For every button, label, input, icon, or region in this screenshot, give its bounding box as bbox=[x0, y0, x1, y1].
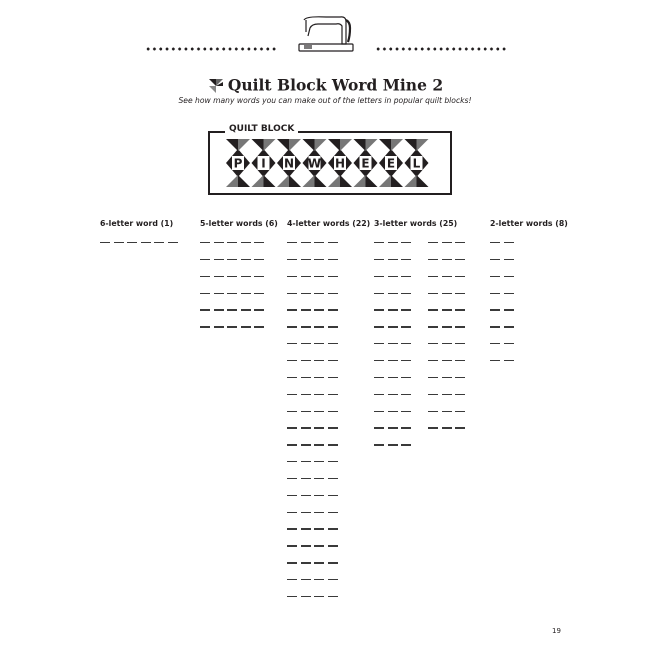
word-blank[interactable] bbox=[374, 356, 411, 368]
column-heading: 3-letter words (25) bbox=[374, 219, 458, 228]
word-blank[interactable] bbox=[490, 255, 514, 267]
word-blank[interactable] bbox=[287, 407, 338, 419]
triangle bbox=[328, 175, 340, 187]
quilt-star-icon bbox=[207, 77, 225, 93]
triangle bbox=[315, 175, 327, 187]
word-blank[interactable] bbox=[287, 356, 338, 368]
word-blank[interactable] bbox=[428, 322, 465, 334]
word-blank[interactable] bbox=[287, 289, 338, 301]
word-blank[interactable] bbox=[374, 238, 411, 250]
quilt-letter: I bbox=[261, 156, 266, 171]
quilt-letter: N bbox=[283, 156, 295, 171]
word-blank[interactable] bbox=[287, 491, 338, 503]
triangle bbox=[405, 175, 417, 187]
word-blank[interactable] bbox=[287, 440, 338, 452]
word-blank[interactable] bbox=[374, 373, 411, 385]
triangle bbox=[238, 175, 250, 187]
word-blank[interactable] bbox=[428, 373, 465, 385]
triangle bbox=[252, 175, 264, 187]
word-blank[interactable] bbox=[200, 272, 264, 284]
triangle bbox=[277, 175, 289, 187]
word-blank[interactable] bbox=[287, 390, 338, 402]
triangle bbox=[354, 175, 366, 187]
quilt-letter: E bbox=[361, 156, 370, 171]
word-blank[interactable] bbox=[200, 238, 264, 250]
page-title: Quilt Block Word Mine 2 bbox=[0, 74, 650, 95]
word-blank[interactable] bbox=[287, 575, 338, 587]
triangle bbox=[417, 175, 429, 187]
triangle bbox=[303, 139, 315, 151]
column-heading: 2-letter words (8) bbox=[490, 219, 568, 228]
word-blank[interactable] bbox=[287, 373, 338, 385]
triangle bbox=[340, 139, 352, 151]
word-blank[interactable] bbox=[287, 457, 338, 469]
column-heading: 5-letter words (6) bbox=[200, 219, 278, 228]
triangle bbox=[226, 139, 238, 151]
sewing-machine-icon bbox=[296, 14, 356, 54]
word-blank[interactable] bbox=[428, 339, 465, 351]
word-blank[interactable] bbox=[200, 289, 264, 301]
word-blank[interactable] bbox=[287, 238, 338, 250]
word-blank[interactable] bbox=[374, 390, 411, 402]
word-blank[interactable] bbox=[490, 356, 514, 368]
triangle bbox=[391, 139, 403, 151]
dotted-divider-left bbox=[145, 46, 277, 52]
word-blank[interactable] bbox=[287, 322, 338, 334]
triangle bbox=[289, 139, 301, 151]
triangle bbox=[238, 139, 250, 151]
word-blank[interactable] bbox=[374, 255, 411, 267]
word-blank[interactable] bbox=[490, 339, 514, 351]
triangle bbox=[340, 175, 352, 187]
word-blank[interactable] bbox=[428, 305, 465, 317]
quilt-letter: W bbox=[307, 156, 322, 171]
word-blank[interactable] bbox=[287, 592, 338, 604]
column-heading: 4-letter words (22) bbox=[287, 219, 371, 228]
triangle bbox=[391, 175, 403, 187]
word-blank[interactable] bbox=[490, 322, 514, 334]
word-blank[interactable] bbox=[200, 255, 264, 267]
triangle bbox=[264, 175, 276, 187]
triangle bbox=[366, 175, 378, 187]
triangle bbox=[289, 175, 301, 187]
triangle bbox=[417, 139, 429, 151]
word-blank[interactable] bbox=[374, 272, 411, 284]
word-blank[interactable] bbox=[490, 289, 514, 301]
triangle bbox=[379, 139, 391, 151]
word-blank[interactable] bbox=[428, 423, 465, 435]
word-blank[interactable] bbox=[490, 238, 514, 250]
triangle bbox=[315, 139, 327, 151]
word-blank[interactable] bbox=[200, 305, 264, 317]
word-blank[interactable] bbox=[428, 272, 465, 284]
word-blank[interactable] bbox=[428, 356, 465, 368]
word-blank[interactable] bbox=[287, 524, 338, 536]
triangle bbox=[354, 139, 366, 151]
word-blank[interactable] bbox=[100, 238, 178, 250]
word-blank[interactable] bbox=[287, 558, 338, 570]
word-blank[interactable] bbox=[200, 322, 264, 334]
word-blank[interactable] bbox=[287, 272, 338, 284]
triangle bbox=[252, 139, 264, 151]
triangle bbox=[328, 139, 340, 151]
word-blank[interactable] bbox=[374, 289, 411, 301]
word-blank[interactable] bbox=[287, 305, 338, 317]
word-blank[interactable] bbox=[287, 541, 338, 553]
triangle bbox=[303, 175, 315, 187]
word-blank[interactable] bbox=[374, 322, 411, 334]
word-blank[interactable] bbox=[428, 289, 465, 301]
triangle bbox=[264, 139, 276, 151]
triangle bbox=[405, 139, 417, 151]
word-blank[interactable] bbox=[374, 407, 411, 419]
quilt-letter: L bbox=[412, 156, 421, 171]
word-blank[interactable] bbox=[490, 272, 514, 284]
word-blank[interactable] bbox=[428, 238, 465, 250]
word-blank[interactable] bbox=[490, 305, 514, 317]
triangle bbox=[277, 139, 289, 151]
pinwheel-pattern bbox=[210, 133, 450, 193]
quilt-block-label: QUILT BLOCK bbox=[225, 124, 298, 134]
triangle bbox=[366, 139, 378, 151]
quilt-letter: H bbox=[334, 156, 346, 171]
word-blank[interactable] bbox=[428, 390, 465, 402]
word-blank[interactable] bbox=[374, 423, 411, 435]
word-blank[interactable] bbox=[287, 474, 338, 486]
triangle bbox=[226, 175, 238, 187]
page-number: 19 bbox=[552, 627, 561, 635]
quilt-block-box bbox=[208, 131, 452, 195]
word-blank[interactable] bbox=[374, 339, 411, 351]
word-blank[interactable] bbox=[287, 508, 338, 520]
quilt-letter: P bbox=[233, 156, 243, 171]
page-subtitle: See how many words you can make out of the letters in popular quilt blocks! bbox=[178, 96, 472, 105]
word-blank[interactable] bbox=[428, 255, 465, 267]
quilt-letter: E bbox=[386, 156, 396, 171]
word-blank[interactable] bbox=[287, 423, 338, 435]
word-blank[interactable] bbox=[287, 255, 338, 267]
word-blank[interactable] bbox=[428, 407, 465, 419]
word-blank[interactable] bbox=[374, 440, 411, 452]
word-blank[interactable] bbox=[287, 339, 338, 351]
dotted-divider-right bbox=[375, 46, 507, 52]
word-blank[interactable] bbox=[374, 305, 411, 317]
triangle bbox=[379, 175, 391, 187]
column-heading: 6-letter word (1) bbox=[100, 219, 174, 228]
